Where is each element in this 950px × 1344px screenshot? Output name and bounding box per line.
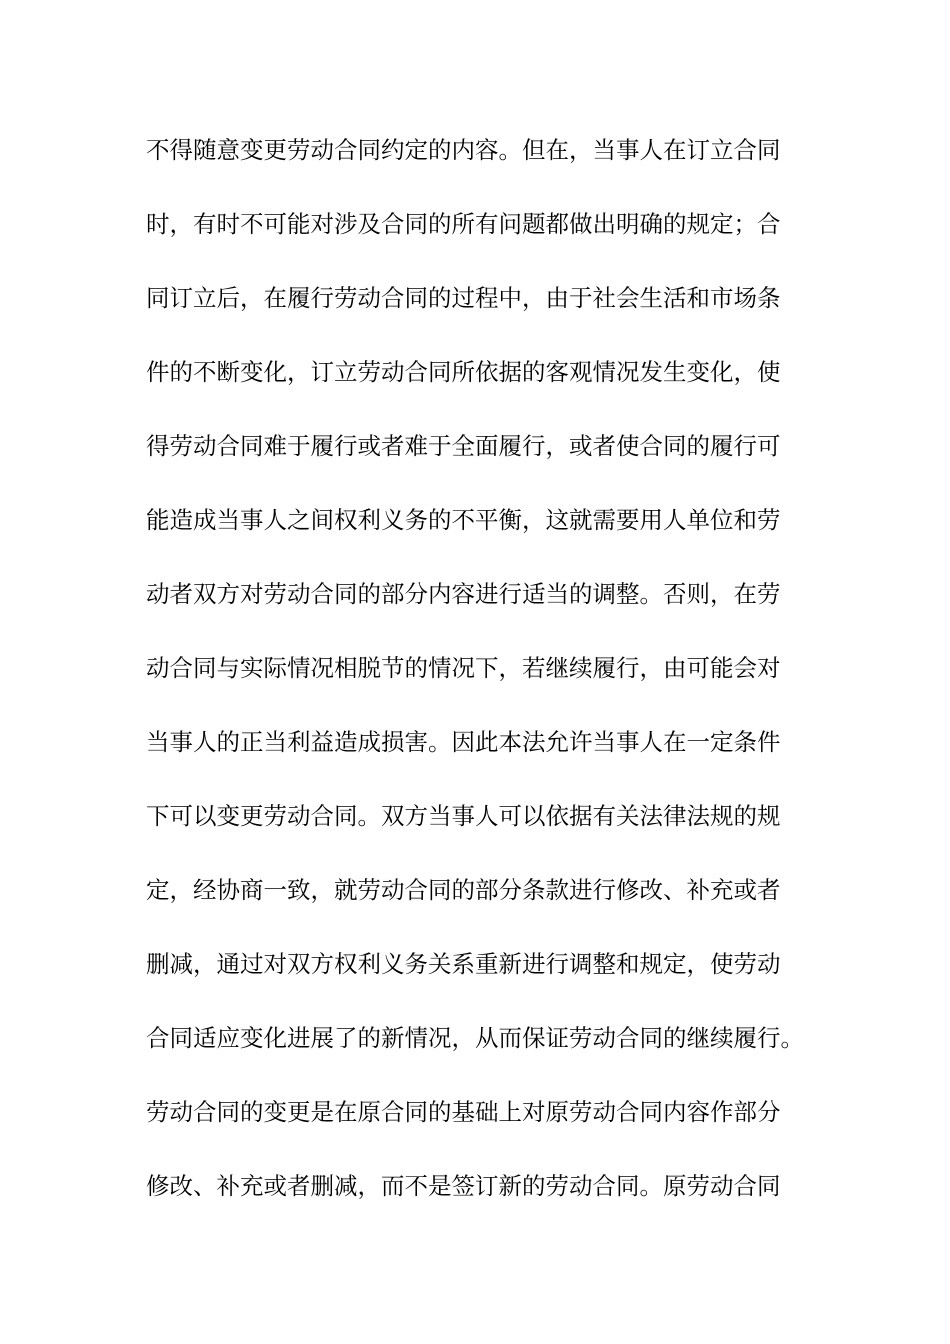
- text-line: 劳动合同的变更是在原合同的基础上对原劳动合同内容作部分: [146, 1098, 781, 1126]
- text-line: 动合同与实际情况相脱节的情况下，若继续履行，由可能会对: [146, 654, 781, 682]
- text-line: 定，经协商一致，就劳动合同的部分条款进行修改、补充或者: [146, 876, 781, 904]
- text-line: 当事人的正当利益造成损害。因此本法允许当事人在一定条件: [146, 728, 781, 756]
- text-line: 合同适应变化进展了的新情况，从而保证劳动合同的继续履行。: [146, 1024, 804, 1052]
- text-line: 件的不断变化，订立劳动合同所依据的客观情况发生变化，使: [146, 358, 781, 386]
- body-text: [146, 128, 806, 1238]
- text-line: 删减，通过对双方权利义务关系重新进行调整和规定，使劳动: [146, 950, 781, 978]
- text-line: 时，有时不可能对涉及合同的所有问题都做出明确的规定；合: [146, 210, 781, 238]
- text-line: 下可以变更劳动合同。双方当事人可以依据有关法律法规的规: [146, 802, 781, 830]
- text-line: 修改、补充或者删减，而不是签订新的劳动合同。原劳动合同: [146, 1172, 781, 1200]
- text-line: 得劳动合同难于履行或者难于全面履行，或者使合同的履行可: [146, 432, 781, 460]
- text-line: 不得随意变更劳动合同约定的内容。但在，当事人在订立合同: [146, 136, 781, 164]
- text-line: 动者双方对劳动合同的部分内容进行适当的调整。否则，在劳: [146, 580, 781, 608]
- text-line: 能造成当事人之间权利义务的不平衡，这就需要用人单位和劳: [146, 506, 781, 534]
- text-line: 同订立后，在履行劳动合同的过程中，由于社会生活和市场条: [146, 284, 781, 312]
